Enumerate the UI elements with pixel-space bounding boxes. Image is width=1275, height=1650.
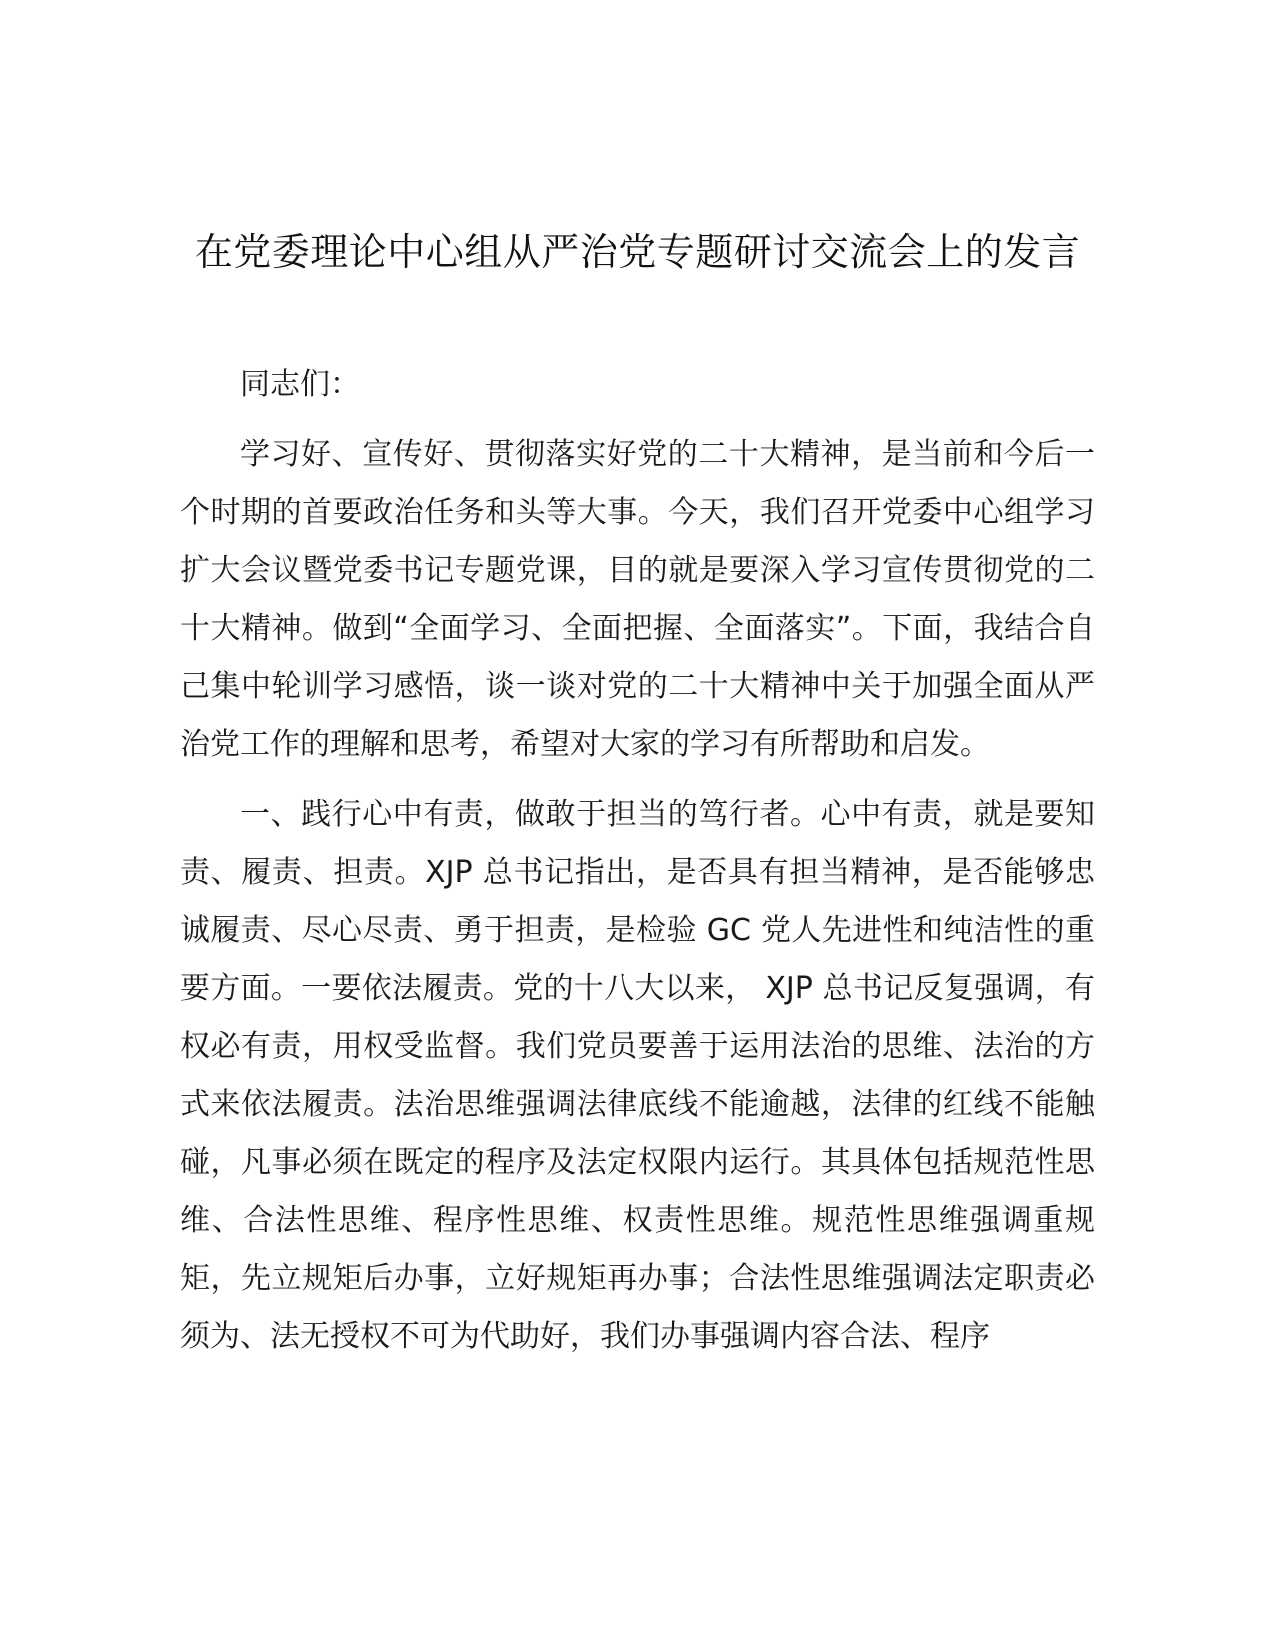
document-title: 在党委理论中心组从严治党专题研讨交流会上的发言 [194, 230, 1081, 274]
salutation: 同志们： [240, 367, 360, 402]
body-paragraph-section-one: 一、践行心中有责，做敢于担当的笃行者。心中有责，就是要知责、履责、担责。XJP 总书记指出，是否具有担当精神，是否能够忠诚履责、尽心尽责、勇于担责，是检验 GC 党人先进性和纯洁性的重要方面。一要依法履责。党的十八大以来， XJP 总书记反复强调，有权必有责，用权受监督。我们党员要善于运用法治的思维、法治的方式来依法履责。法治思维强调法律底线不能逾越，法律的红线不能触碰，凡事必须在既定的程序及法定权限内运行。其具体包括规范性思维、合法性思维、程序性思维、权责性思维。规范性思维强调重规矩，先立规矩后办事，立好规矩再办事；合法性思维强调法定职责必须为、法无授权不可为代助好，我们办事强调内容合法、程序 [180, 797, 1095, 1354]
document-body [180, 356, 1095, 1366]
body-paragraph-intro: 学习好、宣传好、贯彻落实好党的二十大精神，是当前和今后一个时期的首要政治任务和头等大事。今天，我们召开党委中心组学习扩大会议暨党委书记专题党课，目的就是要深入学习宣传贯彻党的二十大精神。做到“全面学习、全面把握、全面落实”。下面，我结合自己集中轮训学习感悟，谈一谈对党的二十大精神中关于加强全面从严治党工作的理解和思考，希望对大家的学习有所帮助和启发。 [180, 437, 1095, 762]
